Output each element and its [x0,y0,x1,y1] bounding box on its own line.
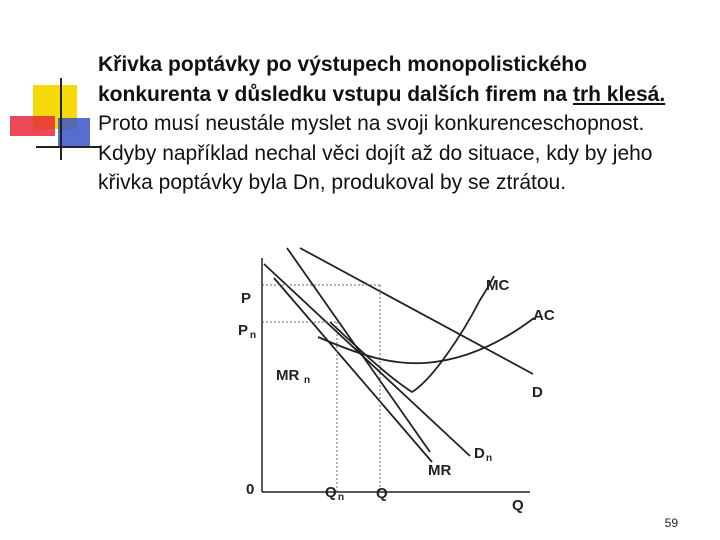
dn-label-sub: n [486,453,493,464]
mc-curve [330,276,494,392]
y-tick-pn: P [238,322,249,339]
d-curve [300,248,533,374]
mrn-label: MR [276,367,300,384]
x-axis-label: Q [512,497,524,514]
x-tick-qn-sub: n [338,492,345,503]
ac-label: AC [533,307,555,324]
y-tick-pn-sub: n [250,330,257,341]
slide-text-bold-2: trh klesá. [572,82,666,106]
mr-label: MR [428,462,452,479]
page-number: 59 [664,516,678,530]
y-axis-label: P [241,290,252,307]
dn-curve [264,264,470,456]
slide-text-bold-1: Křivka poptávky po výstupech monopolistického konkurenta v důsledku vstupu dalších firem na [98,53,587,106]
origin-label: 0 [246,481,255,498]
mr-curve [287,248,430,452]
x-tick-q: Q [376,485,388,502]
mrn-label-sub: n [304,375,311,386]
dn-label: D [474,445,485,462]
slide-text-normal: Proto musí neustále myslet na svoji konkurenceschopnost. Kdyby například nechal věci dojít až do situace, kdy by jeho křivka poptávky byla Dn, produkoval by se ztrátou. [98,112,653,194]
d-label: D [532,384,543,401]
x-tick-qn: Q [325,484,337,501]
mc-label: MC [486,277,510,294]
